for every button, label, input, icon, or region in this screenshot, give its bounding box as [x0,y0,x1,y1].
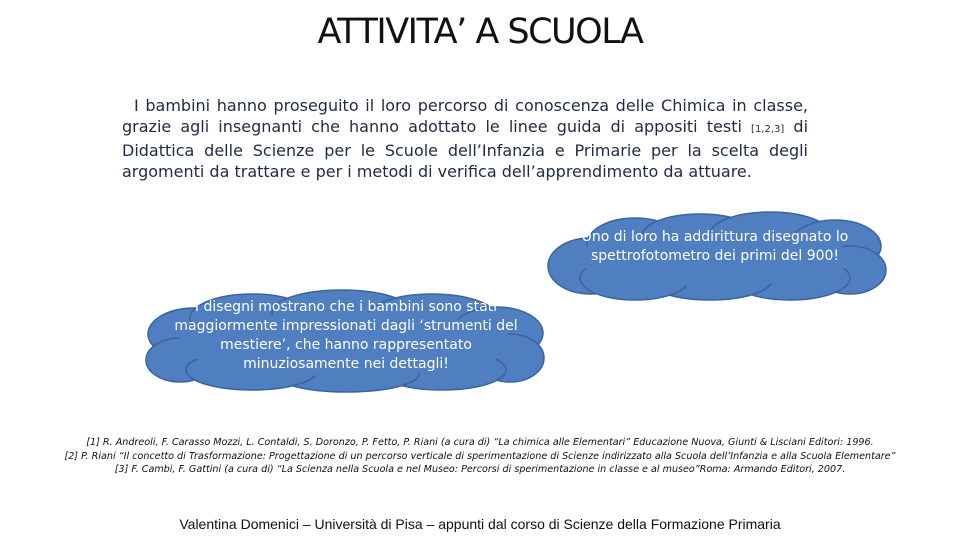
cloud-left-line: I disegni mostrano che i bambini sono stati [194,299,498,315]
cloud-callout-right [540,208,890,304]
cloud-left-line: minuziosamente nei dettagli! [243,356,449,372]
intro-paragraph [122,95,808,182]
intro-text-before: I bambini hanno proseguito il loro percorso di conoscenza delle Chimica in classe, grazie agli insegnanti che hanno adottato le linee guida di appositi testi [122,96,808,136]
cloud-left-line: mestiere’, che hanno rappresentato [220,337,472,353]
cloud-right-text [570,228,860,266]
reference-item: [2] P. Riani “Il concetto di Trasformazione: Progettazione di un percorso verticale di sperimentazione di Scienze indirizzato alla Scuola dell’Infanzia e alla Scuola Elementare” [64,450,896,462]
footer-credit: Valentina Domenici – Università di Pisa – appunti dal corso di Scienze della Formazione Primaria [179,516,781,532]
references [40,436,920,477]
reference-item: [3] F. Cambi, F. Gattini (a cura di) “La Scienza nella Scuola e nel Museo: Percorsi di sperimentazione in classe e al museo”Roma: Armando Editori, 2007. [114,464,846,475]
cloud-right-line: Uno di loro ha addirittura disegnato lo [581,229,849,245]
intro-text-after: di Didattica delle Scienze per le Scuole dell’Infanzia e Primarie per la scelta degli argomenti da trattare e per i metodi di verifica dell’apprendimento da attuare. [122,117,809,181]
intro-citation: [1,2,3] [751,124,785,135]
cloud-right-line: spettrofotometro dei primi del 900! [590,248,840,264]
slide-title: ATTIVITA’ A SCUOLA [317,12,643,52]
cloud-left-text [162,298,530,374]
reference-item: [1] R. Andreoli, F. Carasso Mozzi, L. Contaldi, S. Doronzo, P. Fetto, P. Riani (a cura di) “La chimica alle Elementari” Educazione Nuova, Giunti & Lisciani Editori: 1996. [86,437,874,448]
cloud-callout-left [142,288,550,394]
cloud-left-line: maggiormente impressionati dagli ‘strumenti del [174,318,518,334]
